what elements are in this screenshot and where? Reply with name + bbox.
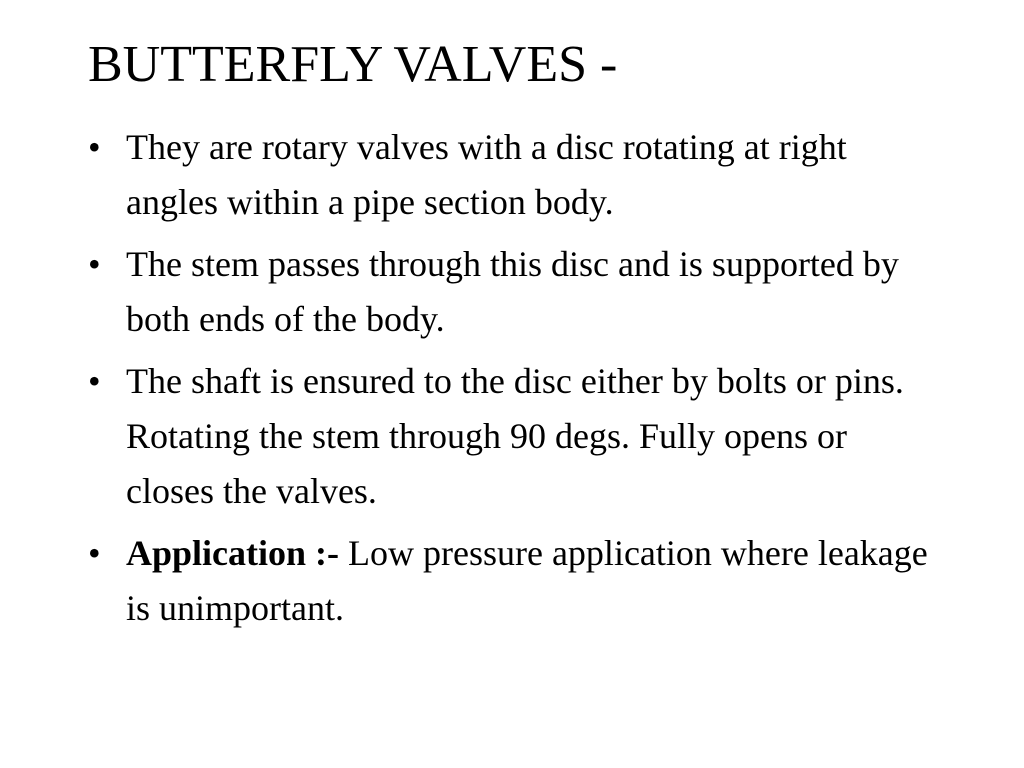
- bullet-item: [88, 237, 928, 347]
- bullet-text: They are rotary valves with a disc rotating at right angles within a pipe section body.: [126, 127, 847, 222]
- bullet-marker: •: [88, 244, 101, 284]
- slide-title: BUTTERFLY VALVES -: [88, 36, 618, 93]
- bullet-marker: •: [88, 127, 101, 167]
- bullet-bold-label: Application :-: [126, 533, 340, 573]
- bullet-marker: •: [88, 533, 101, 573]
- bullet-item: [88, 120, 928, 230]
- bullet-text: Low pressure application where leakage is unimportant.: [126, 533, 928, 628]
- bullet-item: [88, 526, 928, 636]
- bullet-list: [88, 120, 928, 643]
- bullet-marker: •: [88, 361, 101, 401]
- bullet-text: The shaft is ensured to the disc either by bolts or pins. Rotating the stem through 90 degs. Fully opens or closes the valves.: [126, 361, 904, 511]
- bullet-text: The stem passes through this disc and is supported by both ends of the body.: [126, 244, 899, 339]
- bullet-item: [88, 354, 928, 519]
